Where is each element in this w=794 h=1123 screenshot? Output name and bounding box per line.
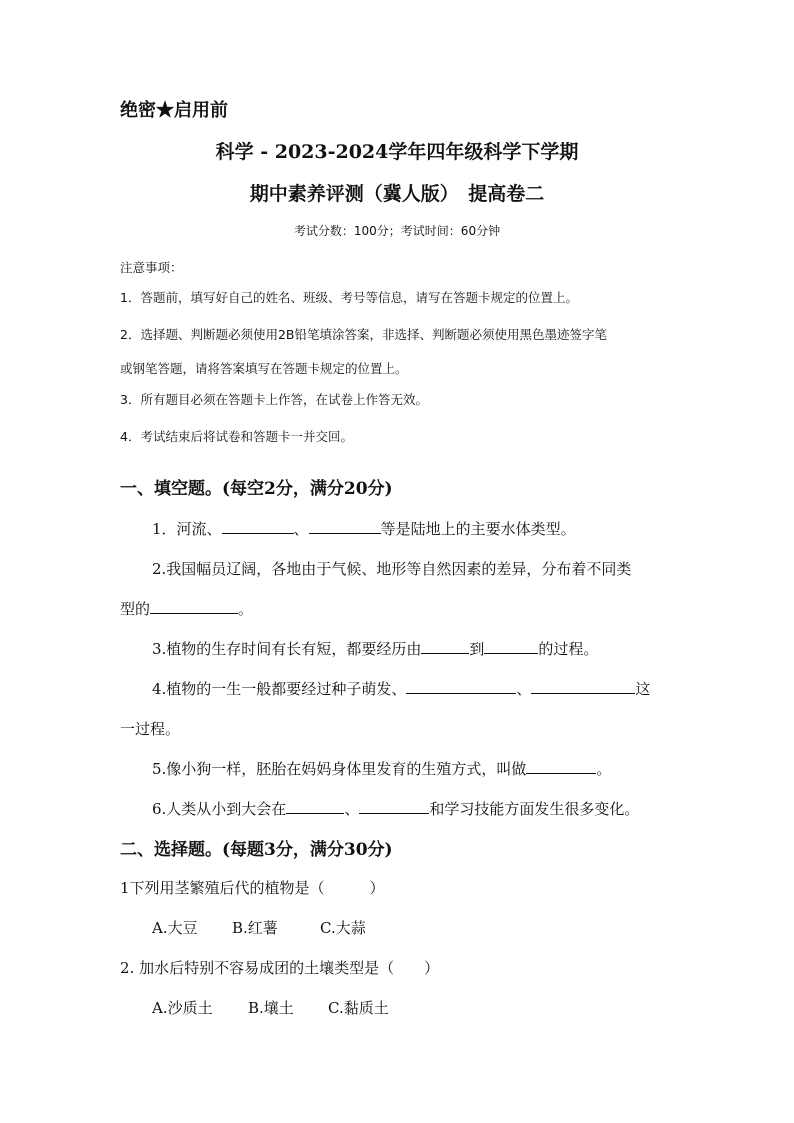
q3-text-a: 3.植物的生存时间有长有短，都要经历由 [152,640,422,658]
q6-text-a: 6.人类从小到大会在 [152,800,287,818]
notice-item-4: 4．考试结束后将试卷和答题卡一并交回。 [120,429,353,444]
q6-text-b: 、 [344,800,360,818]
exam-info: 考试分数：100分；考试时间：60分钟 [293,224,501,238]
choice-question-1-stem: 1下列用茎繁殖后代的植物是（ ） [120,879,385,897]
notice-item-2-line1: 2．选择题、判断题必须使用2B铅笔填涂答案，非选择、判断题必须使用黑色墨迹签字笔 [120,327,607,342]
notice-item-1: 1．答题前，填写好自己的姓名、班级、考号等信息，请写在答题卡规定的位置上。 [120,290,578,305]
option-c[interactable]: C.大蒜 [320,919,366,937]
choice-question-2-options [152,997,389,1018]
confidential-mark: 绝密★启用前 [120,100,228,121]
fill-question-3 [152,638,598,659]
q4-text-c: 这 [635,680,651,698]
q3-text-c: 的过程。 [538,640,599,658]
q2-text-a: 型的 [120,600,151,618]
exam-title-line2: 期中素养评测（冀人版） 提高卷二 [249,183,545,205]
answer-blank[interactable] [406,679,516,694]
answer-blank[interactable] [526,759,596,774]
fill-question-4-line2: 一过程。 [120,720,181,738]
answer-blank[interactable] [531,679,635,694]
answer-blank[interactable] [150,599,238,614]
notice-item-3: 3．所有题目必须在答题卡上作答，在试卷上作答无效。 [120,392,428,407]
fill-question-6 [152,798,639,819]
q1-text-a: 1．河流、 [152,520,222,538]
q5-text-a: 5.像小狗一样，胚胎在妈妈身体里发育的生殖方式，叫做 [152,760,527,778]
choice-question-2-stem: 2. 加水后特别不容易成团的土壤类型是（ ） [120,959,440,977]
q4-text-b: 、 [516,680,532,698]
fill-question-2-line1: 2.我国幅员辽阔，各地由于气候、地形等自然因素的差异，分布着不同类 [152,560,632,578]
q3-text-b: 到 [469,640,485,658]
fill-question-2-line2 [120,598,253,619]
option-a[interactable]: A.大豆 [152,919,198,937]
answer-blank[interactable] [484,639,538,654]
fill-question-5 [152,758,611,779]
q1-text-c: 等是陆地上的主要水体类型。 [380,520,576,538]
answer-blank[interactable] [359,799,429,814]
option-b[interactable]: B.红薯 [232,919,278,937]
notice-heading: 注意事项： [120,260,183,275]
fill-question-4-line1 [152,678,650,699]
answer-blank[interactable] [286,799,344,814]
choice-question-1-options [152,917,366,938]
notice-item-2-line2: 或钢笔答题，请将答案填写在答题卡规定的位置上。 [120,361,408,376]
option-b[interactable]: B.壤土 [248,999,294,1017]
section1-heading: 一、填空题。(每空2分，满分20分) [120,479,393,499]
q5-text-b: 。 [596,760,612,778]
q1-text-b: 、 [293,520,309,538]
section2-heading: 二、选择题。(每题3分，满分30分) [120,840,393,860]
q6-text-c: 和学习技能方面发生很多变化。 [429,800,640,818]
answer-blank[interactable] [222,519,294,534]
answer-blank[interactable] [309,519,381,534]
q2-text-b: 。 [238,600,254,618]
answer-blank[interactable] [421,639,469,654]
exam-title-line1: 科学 - 2023-2024学年四年级科学下学期 [215,141,579,163]
option-c[interactable]: C.黏质土 [328,999,389,1017]
option-a[interactable]: A.沙质土 [152,999,213,1017]
fill-question-1 [152,518,576,539]
q4-text-a: 4.植物的一生一般都要经过种子萌发、 [152,680,407,698]
